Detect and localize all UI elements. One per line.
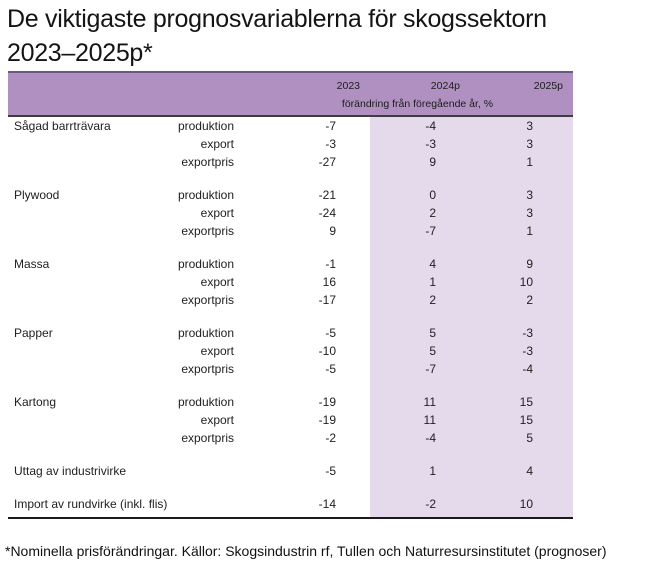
value-cell-2024p: 0 xyxy=(370,186,470,204)
spacer-cell xyxy=(370,447,470,462)
category-cell xyxy=(8,342,150,360)
table-row xyxy=(8,393,573,411)
measure-cell: exportpris xyxy=(181,155,234,169)
value-cell-2024p: 1 xyxy=(370,462,470,480)
category-cell: Import av rundvirke (inkl. flis) xyxy=(8,495,242,518)
spacer-cell xyxy=(470,447,573,462)
value-cell-2023: -3 xyxy=(325,137,336,151)
table-row xyxy=(8,342,573,360)
measure-cell: export xyxy=(200,137,234,151)
column-header-2024p: 2024p xyxy=(370,72,470,95)
category-cell: Uttag av industrivirke xyxy=(14,464,127,478)
value-cell-2024p: -7 xyxy=(370,222,470,240)
value-cell-2023: -14 xyxy=(242,495,370,518)
category-cell xyxy=(8,429,150,447)
spacer-cell xyxy=(8,447,370,462)
measure-cell: export xyxy=(200,206,234,220)
spacer-cell xyxy=(8,309,370,324)
value-cell-2023: -27 xyxy=(318,155,336,169)
value-cell-2025p: 15 xyxy=(470,411,573,429)
spacer-cell xyxy=(370,480,470,495)
value-cell-2025p: 2 xyxy=(470,291,573,309)
value-cell-2024p: -4 xyxy=(370,116,470,135)
table-header-years-row xyxy=(8,72,573,95)
measure-cell: produktion xyxy=(177,257,234,271)
table-header xyxy=(8,72,573,116)
value-cell-2024p: 9 xyxy=(370,153,470,171)
footnote: *Nominella prisförändringar. Källor: Skogsindustrin rf, Tullen och Naturresursinstitutet (prognoser) xyxy=(5,543,607,559)
spacer-cell xyxy=(370,378,470,393)
spacer-cell xyxy=(8,171,370,186)
value-cell-2024p: -7 xyxy=(370,360,470,378)
category-cell: Plywood xyxy=(14,188,60,202)
value-cell-2025p: 5 xyxy=(470,429,573,447)
category-cell xyxy=(8,204,150,222)
spacer-cell xyxy=(370,171,470,186)
table-row xyxy=(8,411,573,429)
table-row xyxy=(8,222,573,240)
value-cell-2024p: -4 xyxy=(370,429,470,447)
value-cell-2025p: -4 xyxy=(470,360,573,378)
value-cell-2025p: -3 xyxy=(470,324,573,342)
page-title-line-1: De viktigaste prognosvariablerna för skogssektorn xyxy=(7,5,547,33)
value-cell-2024p: 4 xyxy=(370,255,470,273)
spacer-cell xyxy=(470,309,573,324)
value-cell-2023: -10 xyxy=(318,344,336,358)
value-cell-2025p: 10 xyxy=(470,273,573,291)
measure-cell: exportpris xyxy=(181,224,234,238)
value-cell-2024p: 5 xyxy=(370,324,470,342)
value-cell-2023: 9 xyxy=(329,224,336,238)
page-title xyxy=(7,2,657,70)
header-empty-cell xyxy=(8,95,242,116)
category-cell xyxy=(8,273,150,291)
value-cell-2025p: 3 xyxy=(470,204,573,222)
value-cell-2023: -2 xyxy=(325,431,336,445)
spacer-row xyxy=(8,171,573,186)
category-cell xyxy=(8,411,150,429)
table-row xyxy=(8,291,573,309)
table-row xyxy=(8,324,573,342)
value-cell-2024p: 11 xyxy=(370,411,470,429)
header-empty-cell xyxy=(8,72,150,95)
spacer-cell xyxy=(370,309,470,324)
value-cell-2025p: 4 xyxy=(470,462,573,480)
forecast-table xyxy=(8,71,573,519)
value-cell-2025p: 3 xyxy=(470,135,573,153)
table-row xyxy=(8,429,573,447)
measure-cell: export xyxy=(200,413,234,427)
measure-cell: produktion xyxy=(177,326,234,340)
category-cell: Papper xyxy=(14,326,53,340)
measure-cell: export xyxy=(200,344,234,358)
category-cell: Massa xyxy=(14,257,50,271)
category-cell xyxy=(8,360,150,378)
measure-cell: produktion xyxy=(177,119,234,133)
value-cell-2023: -5 xyxy=(325,464,336,478)
table-row xyxy=(8,186,573,204)
spacer-cell xyxy=(8,240,370,255)
category-cell xyxy=(8,291,150,309)
measure-cell: produktion xyxy=(177,188,234,202)
value-cell-2025p: 15 xyxy=(470,393,573,411)
column-header-2023: 2023 xyxy=(242,72,370,95)
category-cell xyxy=(8,153,150,171)
value-cell-2023: -1 xyxy=(325,257,336,271)
table-row xyxy=(8,204,573,222)
spacer-cell xyxy=(8,480,370,495)
table-row xyxy=(8,135,573,153)
header-empty-cell xyxy=(150,72,242,95)
value-cell-2025p: 1 xyxy=(470,153,573,171)
measure-cell: exportpris xyxy=(181,431,234,445)
table-row xyxy=(8,360,573,378)
spacer-cell xyxy=(370,240,470,255)
column-header-2025p: 2025p xyxy=(470,72,573,95)
value-cell-2023: -24 xyxy=(318,206,336,220)
value-cell-2023: -21 xyxy=(318,188,336,202)
spacer-cell xyxy=(470,171,573,186)
spacer-row xyxy=(8,480,573,495)
value-cell-2023: -7 xyxy=(325,119,336,133)
spacer-row xyxy=(8,378,573,393)
category-cell: Sågad barrträvara xyxy=(14,119,111,133)
value-cell-2024p: -3 xyxy=(370,135,470,153)
category-cell xyxy=(8,135,150,153)
value-cell-2025p: -3 xyxy=(470,342,573,360)
table-row xyxy=(8,495,573,518)
table-row xyxy=(8,255,573,273)
category-cell xyxy=(8,222,150,240)
page-title-line-2: 2023–2025p* xyxy=(7,39,153,67)
value-cell-2024p: 11 xyxy=(370,393,470,411)
value-cell-2025p: 1 xyxy=(470,222,573,240)
spacer-row xyxy=(8,240,573,255)
value-cell-2025p: 9 xyxy=(470,255,573,273)
value-cell-2023: -5 xyxy=(325,326,336,340)
value-cell-2024p: -2 xyxy=(370,495,470,518)
table-row xyxy=(8,153,573,171)
table-body xyxy=(8,116,573,518)
table-header-unit-row xyxy=(8,95,573,116)
value-cell-2023: -5 xyxy=(325,362,336,376)
table-row xyxy=(8,462,573,480)
value-cell-2023: -17 xyxy=(318,293,336,307)
measure-cell: exportpris xyxy=(181,362,234,376)
spacer-cell xyxy=(470,378,573,393)
value-cell-2025p: 3 xyxy=(470,116,573,135)
spacer-cell xyxy=(470,240,573,255)
value-cell-2024p: 2 xyxy=(370,204,470,222)
measure-cell: export xyxy=(200,275,234,289)
spacer-cell xyxy=(8,378,370,393)
value-cell-2024p: 2 xyxy=(370,291,470,309)
table-row xyxy=(8,116,573,135)
value-cell-2024p: 1 xyxy=(370,273,470,291)
value-cell-2023: 16 xyxy=(322,275,336,289)
value-cell-2023: -19 xyxy=(318,395,336,409)
spacer-row xyxy=(8,447,573,462)
value-cell-2025p: 3 xyxy=(470,186,573,204)
category-cell: Kartong xyxy=(14,395,57,409)
measure-cell: exportpris xyxy=(181,293,234,307)
value-cell-2023: -19 xyxy=(318,413,336,427)
spacer-cell xyxy=(470,480,573,495)
value-cell-2024p: 5 xyxy=(370,342,470,360)
value-cell-2025p: 10 xyxy=(470,495,573,518)
measure-cell: produktion xyxy=(177,395,234,409)
spacer-row xyxy=(8,309,573,324)
table-row xyxy=(8,273,573,291)
table-unit-label: förändring från föregående år, % xyxy=(242,95,573,116)
